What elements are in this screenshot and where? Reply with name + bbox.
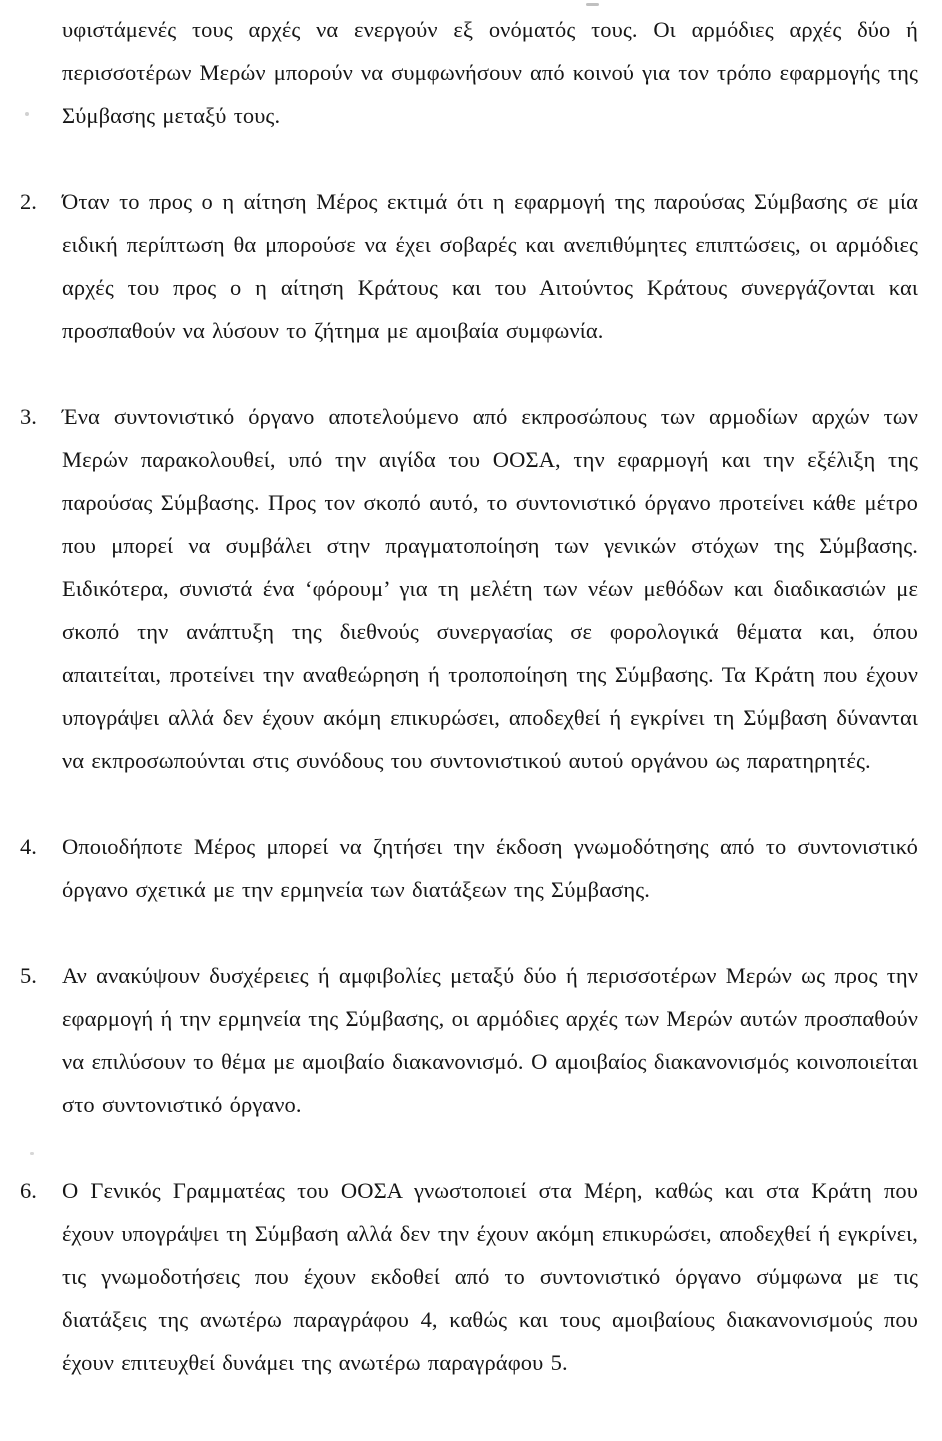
paragraph-4 bbox=[20, 825, 918, 911]
paragraph-text: Όταν το προς ο η αίτηση Μέρος εκτιμά ότι η εφαρμογή της παρούσας Σύμβασης σε μία ειδική περίπτωση θα μπορούσε να έχει σοβαρές και ανεπιθύμητες επιπτώσεις, οι αρμόδιες αρχές του προς ο η αίτηση Κράτους και του Αιτούντος Κράτους συνεργάζονται και προσπαθούν να λύσουν το ζήτημα με αμοιβαία συμφωνία. bbox=[62, 189, 918, 343]
paragraph-text: Ο Γενικός Γραμματέας του ΟΟΣΑ γνωστοποιεί στα Μέρη, καθώς και στα Κράτη που έχουν υπογράψει τη Σύμβαση αλλά δεν την έχουν ακόμη επικυρώσει, αποδεχθεί ή εγκρίνει, τις γνωμοδοτήσεις που έχουν εκδοθεί από το συντονιστικό όργανο σύμφωνα με τις διατάξεις της ανωτέρω παραγράφου 4, καθώς και τους αμοιβαίους διακανονισμούς που έχουν επιτευχθεί δυνάμει της ανωτέρω παραγράφου 5. bbox=[62, 1178, 918, 1375]
paragraph-number: 3. bbox=[20, 404, 37, 429]
paragraph-number: 6. bbox=[20, 1178, 37, 1203]
paragraph-5 bbox=[20, 954, 918, 1126]
paragraph-text: Ένα συντονιστικό όργανο αποτελούμενο από εκπροσώπους των αρμοδίων αρχών των Μερών παρακολουθεί, υπό την αιγίδα του ΟΟΣΑ, την εφαρμογή και την εξέλιξη της παρούσας Σύμβασης. Προς τον σκοπό αυτό, το συντονιστικό όργανο προτείνει κάθε μέτρο που μπορεί να συμβάλει στην πραγματοποίηση των γενικών στόχων της Σύμβασης. Ειδικότερα, συνιστά ένα ‘φόρουμ’ για τη μελέτη των νέων μεθόδων και διαδικασιών με σκοπό την ανάπτυξη της διεθνούς συνεργασίας σε φορολογικά θέματα και, όπου απαιτείται, προτείνει την αναθεώρηση ή τροποποίηση της Σύμβασης. Τα Κράτη που έχουν υπογράψει αλλά δεν έχουν ακόμη επικυρώσει, αποδεχθεί ή εγκρίνει τη Σύμβαση δύνανται να εκπροσωπούνται στις συνόδους του συντονιστικού αυτού οργάνου ως παρατηρητές. bbox=[62, 404, 918, 773]
paragraph-continuation bbox=[20, 8, 918, 137]
paragraph-text: Αν ανακύψουν δυσχέρειες ή αμφιβολίες μεταξύ δύο ή περισσοτέρων Μερών ως προς την εφαρμογή ή την ερμηνεία της Σύμβασης, οι αρμόδιες αρχές των Μερών αυτών προσπαθούν να επιλύσουν το θέμα με αμοιβαίο διακανονισμό. Ο αμοιβαίος διακανονισμός κοινοποιείται στο συντονιστικό όργανο. bbox=[62, 963, 918, 1117]
paragraph-number: 2. bbox=[20, 189, 37, 214]
paragraph-6 bbox=[20, 1169, 918, 1384]
paragraph-text: υφιστάμενές τους αρχές να ενεργούν εξ ονόματός τους. Οι αρμόδιες αρχές δύο ή περισσοτέρων Μερών μπορούν να συμφωνήσουν από κοινού για τον τρόπο εφαρμογής της Σύμβασης μεταξύ τους. bbox=[62, 17, 918, 128]
paragraph-3 bbox=[20, 395, 918, 782]
paragraph-number: 4. bbox=[20, 834, 37, 859]
paragraph-2 bbox=[20, 180, 918, 352]
paragraph-number: 5. bbox=[20, 963, 37, 988]
paragraph-text: Οποιοδήποτε Μέρος μπορεί να ζητήσει την έκδοση γνωμοδότησης από το συντονιστικό όργανο σχετικά με την ερμηνεία των διατάξεων της Σύμβασης. bbox=[62, 834, 918, 902]
